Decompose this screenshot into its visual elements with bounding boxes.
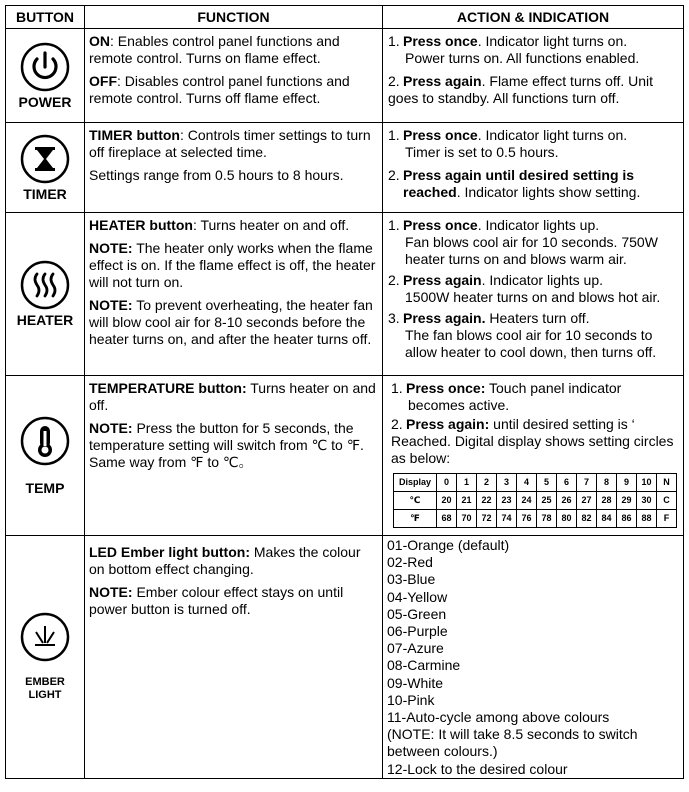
heater-action [383, 213, 684, 376]
colour-item: 05-Green [387, 605, 447, 622]
heater-label: HEATER [16, 312, 74, 328]
heater-row [6, 213, 684, 376]
colour-item: 10-Pink [387, 691, 435, 708]
colour-item: 07-Azure [387, 640, 444, 657]
ember-button-cell [6, 536, 85, 779]
temp-action [383, 376, 684, 536]
colour-item: 11-Auto-cycle among above colours [387, 709, 610, 726]
power-icon [20, 42, 70, 92]
heater-button-cell [6, 213, 85, 376]
colour-item: 02-Red [387, 554, 433, 571]
power-action-2: 2. Press again. Flame effect turns off. Unit goes to standby. All functions turn off. [388, 73, 654, 106]
temp-action-2: 2. Press again: until desired setting is ‘ Reached. Digital display shows setting circles as below: [391, 416, 674, 466]
colour-item: 03-Blue [387, 571, 436, 588]
power-label: POWER [18, 93, 72, 110]
temp-func-1: TEMPERATURE button: Turns heater on and off. [89, 380, 376, 413]
ember-function [85, 536, 383, 779]
ember-colour-list [383, 536, 684, 779]
temp-celsius-row: ℃ 20 21 22 23 24 25 26 27 28 29 30 C [394, 492, 677, 510]
temp-action-1: 1. Press once: Touch panel indicator becomes active. [391, 380, 622, 413]
timer-function [85, 123, 383, 213]
power-function [85, 29, 383, 123]
header-action: ACTION & INDICATION [383, 6, 684, 29]
colour-item: 08-Carmine [387, 657, 461, 674]
ember-func-2: NOTE: Ember colour effect stays on until power button is turned off. [89, 584, 344, 617]
heater-action-3: 3. Press again. Heaters turn off. The fan blows cool air for 10 seconds to allow heater to cool down, then turns off. [388, 310, 657, 360]
timer-func-1: TIMER button: Controls timer settings to turn off fireplace at selected time. [89, 127, 371, 160]
colour-note: (NOTE: It will take 8.5 seconds to switch between colours.) [387, 726, 638, 760]
temp-function [85, 376, 383, 536]
header-button: BUTTON [6, 6, 85, 29]
colour-item: 01-Orange (default) [387, 537, 510, 553]
power-action [383, 29, 684, 123]
heat-waves-icon [20, 260, 70, 310]
ember-row [6, 536, 684, 779]
power-button-cell [6, 29, 85, 123]
temperature-setting-table [393, 473, 677, 528]
power-action-1: 1. Press once. Indicator light turns on. Power turns on. All functions enabled. [388, 33, 640, 66]
temp-fahrenheit-row: ℉ 68 70 72 74 76 78 80 82 84 86 88 F [394, 510, 677, 528]
timer-row [6, 123, 684, 213]
temp-button-cell [6, 376, 85, 536]
temp-label: TEMP [25, 479, 65, 496]
control-panel-table [5, 5, 684, 779]
heater-func-1: HEATER button: Turns heater on and off. [89, 217, 350, 233]
hourglass-icon [20, 134, 70, 184]
timer-func-2: Settings range from 0.5 hours to 8 hours. [89, 167, 344, 183]
timer-button-cell [6, 123, 85, 213]
colour-item: 09-White [387, 674, 444, 691]
ember-light-icon [20, 612, 70, 662]
temp-display-row: Display 0 1 2 3 4 5 6 7 8 9 10 N [394, 474, 677, 492]
heater-action-1: 1. Press once. Indicator lights up. Fan blows cool air for 10 seconds. 750W heater turns on and blows warm air. [388, 217, 658, 267]
heater-func-2: NOTE: The heater only works when the flame effect is on. If the flame effect is off, the heater will not turn on. [89, 240, 376, 290]
colour-item: 04-Yellow [387, 588, 448, 605]
ember-label: EMBER LIGHT [25, 675, 65, 701]
timer-label: TIMER [23, 185, 67, 202]
header-function: FUNCTION [85, 6, 383, 29]
ember-func-1: LED Ember light button: Makes the colour on bottom effect changing. [89, 544, 361, 577]
header-row [6, 6, 684, 29]
colour-item: 12-Lock to the desired colour [387, 760, 568, 777]
power-row [6, 29, 684, 123]
timer-action-1: 1. Press once. Indicator light turns on. Timer is set to 0.5 hours. [388, 127, 628, 160]
colour-item: 06-Purple [387, 623, 448, 640]
power-func-on: ON: Enables control panel functions and remote control. Turns on flame effect. [89, 33, 340, 66]
temp-func-2: NOTE: Press the button for 5 seconds, the temperature setting will switch from ℃ to ℉. Same way from ℉ to ℃。 [89, 420, 364, 470]
thermometer-icon [20, 416, 70, 466]
heater-function [85, 213, 383, 376]
timer-action-2: 2. Press again until desired setting is reached. Indicator lights show setting. [388, 167, 641, 200]
heater-action-2: 2. Press again. Indicator lights up. 1500W heater turns on and blows hot air. [388, 272, 661, 305]
temp-row [6, 376, 684, 536]
heater-func-3: NOTE: To prevent overheating, the heater fan will blow cool air for 8-10 seconds before the heater turns on, and after the heater turns off. [89, 297, 373, 347]
timer-action [383, 123, 684, 213]
power-func-off: OFF: Disables control panel functions and remote control. Turns off flame effect. [89, 73, 350, 106]
